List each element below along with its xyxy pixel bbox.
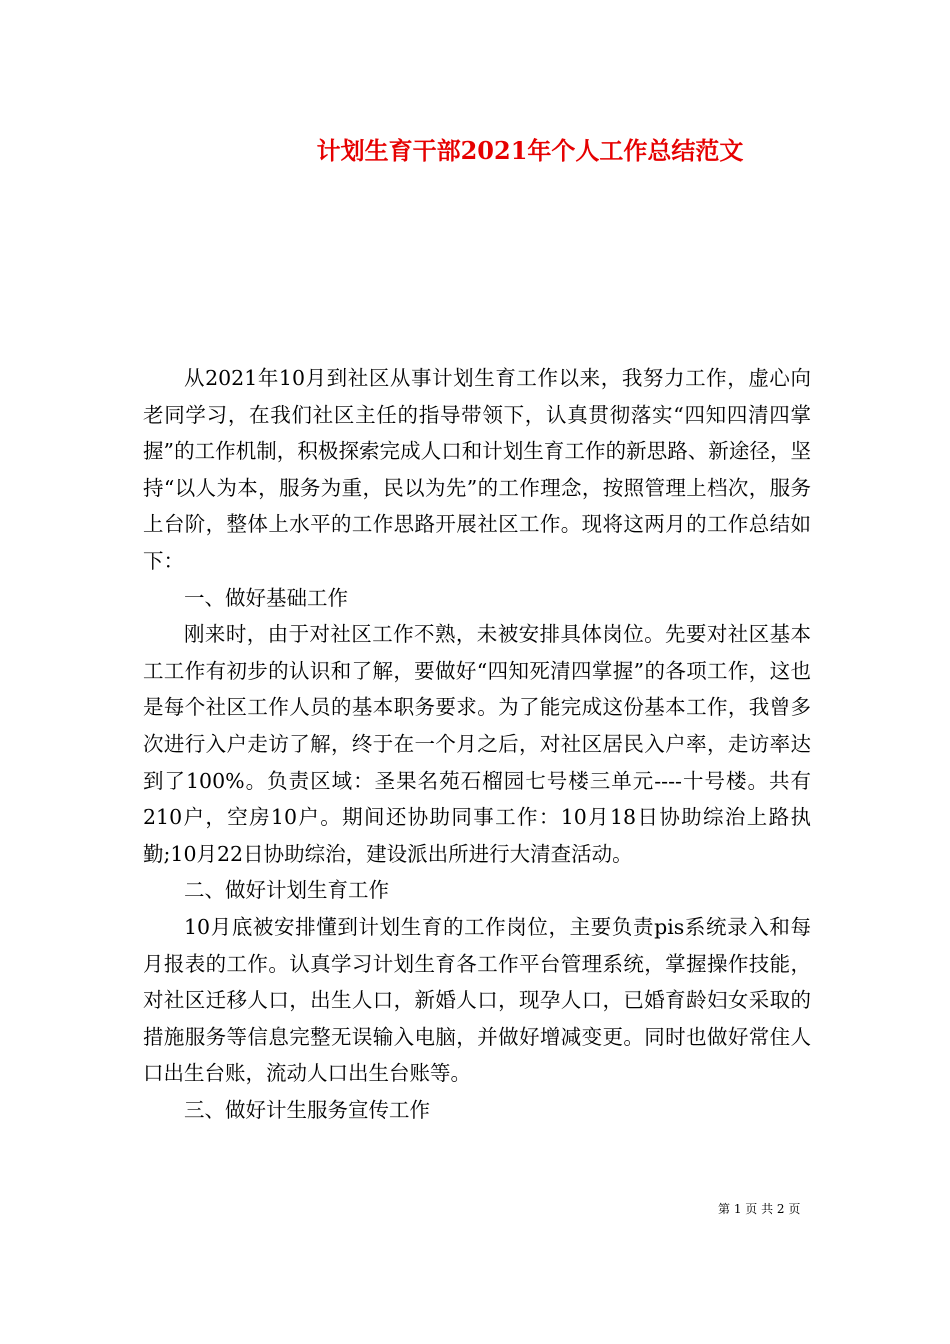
- document-title: 计划生育干部2021年个人工作总结范文: [316, 136, 744, 165]
- paragraph-section-1: 刚来时，由于对社区工作不熟，未被安排具体岗位。先要对社区基本工工作有初步的认识和了解，要做好“四知死清四掌握”的各项工作，这也是每个社区工作人员的基本职务要求。为了能完成这份基本工作，我曾多次进行入户走访了解，终于在一个月之后，对社区居民入户率，走访率达到了100%。负责区域：圣果名苑石榴园七号楼三单元----十号楼。共有210户，空房10户。期间还协助同事工作：10月18日协助综治上路执勤;10月22日协助综治，建设派出所进行大清查活动。: [143, 622, 811, 866]
- section-heading-2: 二、做好计划生育工作: [184, 878, 389, 903]
- section-heading-3: 三、做好计生服务宣传工作: [184, 1097, 430, 1122]
- section-heading-1: 一、做好基础工作: [184, 585, 348, 610]
- paragraph-intro: 从2021年10月到社区从事计划生育工作以来，我努力工作，虚心向老同学习，在我们社区主任的指导带领下，认真贯彻落实“四知四清四掌握”的工作机制，积极探索完成人口和计划生育工作的新思路、新途径，坚持“以人为本，服务为重，民以为先”的工作理念，按照管理上档次，服务上台阶，整体上水平的工作思路开展社区工作。现将这两月的工作总结如下：: [143, 366, 811, 573]
- document-body: [143, 360, 811, 1128]
- page-number: 第 1 页 共 2 页: [718, 1202, 801, 1216]
- paragraph-section-2: 10月底被安排懂到计划生育的工作岗位，主要负责pis系统录入和每月报表的工作。认真学习计划生育各工作平台管理系统，掌握操作技能，对社区迁移人口，出生人口，新婚人口，现孕人口，已婚育龄妇女采取的措施服务等信息完整无误输入电脑，并做好增减变更。同时也做好常住人口出生台账，流动人口出生台账等。: [143, 914, 811, 1086]
